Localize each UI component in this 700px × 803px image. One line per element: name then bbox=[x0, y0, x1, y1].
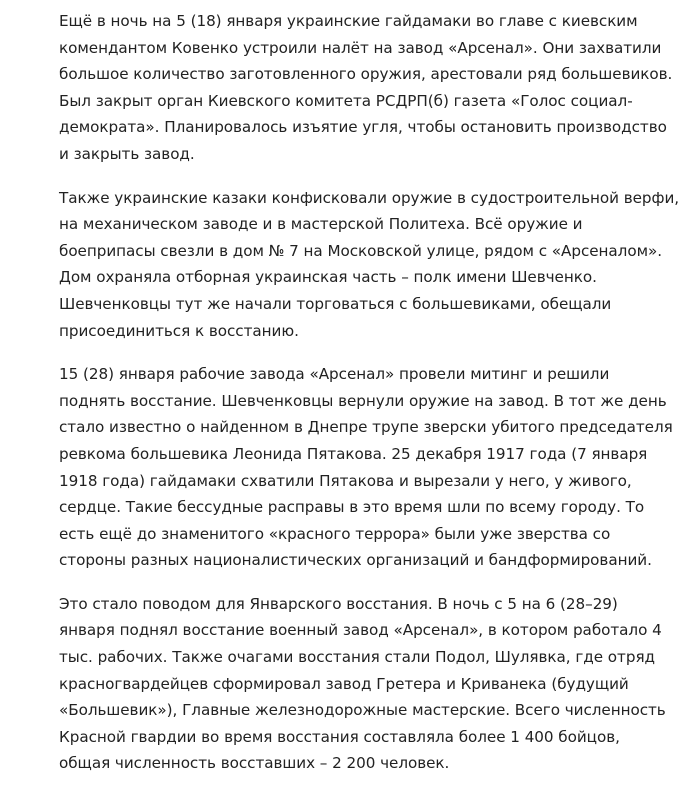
text-line: присоединиться к восстанию. bbox=[59, 321, 299, 340]
text-line: и закрыть завод. bbox=[59, 144, 195, 163]
text-line: стало известно о найденном в Днепре трупе зверски убитого председателя bbox=[59, 418, 673, 437]
text-line: 1918 года) гайдамаки схватили Пятакова и вырезали у него, у живого, bbox=[59, 471, 632, 490]
text-line: красногвардейцев сформировал завод Гретера и Криванека (будущий bbox=[59, 674, 629, 693]
text-line: боеприпасы свезли в дом № 7 на Московской улице, рядом с «Арсеналом». bbox=[59, 241, 662, 260]
text-line: тыс. рабочих. Также очагами восстания стали Подол, Шулявка, где отряд bbox=[59, 648, 655, 667]
text-line: демократа». Планировалось изъятие угля, чтобы остановить производство bbox=[59, 118, 667, 137]
paragraph-weapons-confiscation bbox=[59, 185, 680, 345]
text-line: ревкома большевика Леонида Пятакова. 25 декабря 1917 года (7 января bbox=[59, 444, 648, 463]
text-line: Дом охраняла отборная украинская часть – полк имени Шевченко. bbox=[59, 268, 597, 287]
paragraph-arsenal-raid bbox=[59, 8, 673, 168]
text-line: поднять восстание. Шевченковцы вернули оружие на завод. В тот же день bbox=[59, 391, 667, 410]
text-line: сердце. Такие бессудные расправы в это время шли по всему городу. То bbox=[59, 498, 645, 517]
text-line: общая численность восставших – 2 200 человек. bbox=[59, 754, 450, 773]
text-line: Был закрыт орган Киевского комитета РСДРП(б) газета «Голос социал- bbox=[59, 91, 633, 110]
text-line: Также украинские казаки конфисковали оружие в судостроительной верфи, bbox=[59, 188, 680, 207]
text-line: «Большевик»), Главные железнодорожные мастерские. Всего численность bbox=[59, 701, 666, 720]
text-line: Красной гвардии во время восстания составляла более 1 400 бойцов, bbox=[59, 727, 620, 746]
text-line: 15 (28) января рабочие завода «Арсенал» провели митинг и решили bbox=[59, 365, 610, 384]
text-line: стороны разных националистических организаций и бандформирований. bbox=[59, 551, 652, 570]
text-line: есть ещё до знаменитого «красного террора» были уже зверства со bbox=[59, 524, 611, 543]
text-line: Шевченковцы тут же начали торговаться с большевиками, обещали bbox=[59, 294, 612, 313]
text-line: комендантом Ковенко устроили налёт на завод «Арсенал». Они захватили bbox=[59, 38, 662, 57]
text-line: Ещё в ночь на 5 (18) января украинские гайдамаки во главе с киевским bbox=[59, 12, 638, 30]
paragraph-uprising-decision bbox=[59, 361, 673, 574]
text-line: января поднял восстание военный завод «Арсенал», в котором работало 4 bbox=[59, 621, 662, 640]
text-line: на механическом заводе и в мастерской Политеха. Всё оружие и bbox=[59, 215, 583, 234]
paragraph-january-uprising bbox=[59, 591, 666, 777]
text-line: Это стало поводом для Январского восстания. В ночь с 5 на 6 (28–29) bbox=[59, 594, 618, 613]
text-line: большое количество заготовленного оружия, арестовали ряд большевиков. bbox=[59, 65, 673, 84]
